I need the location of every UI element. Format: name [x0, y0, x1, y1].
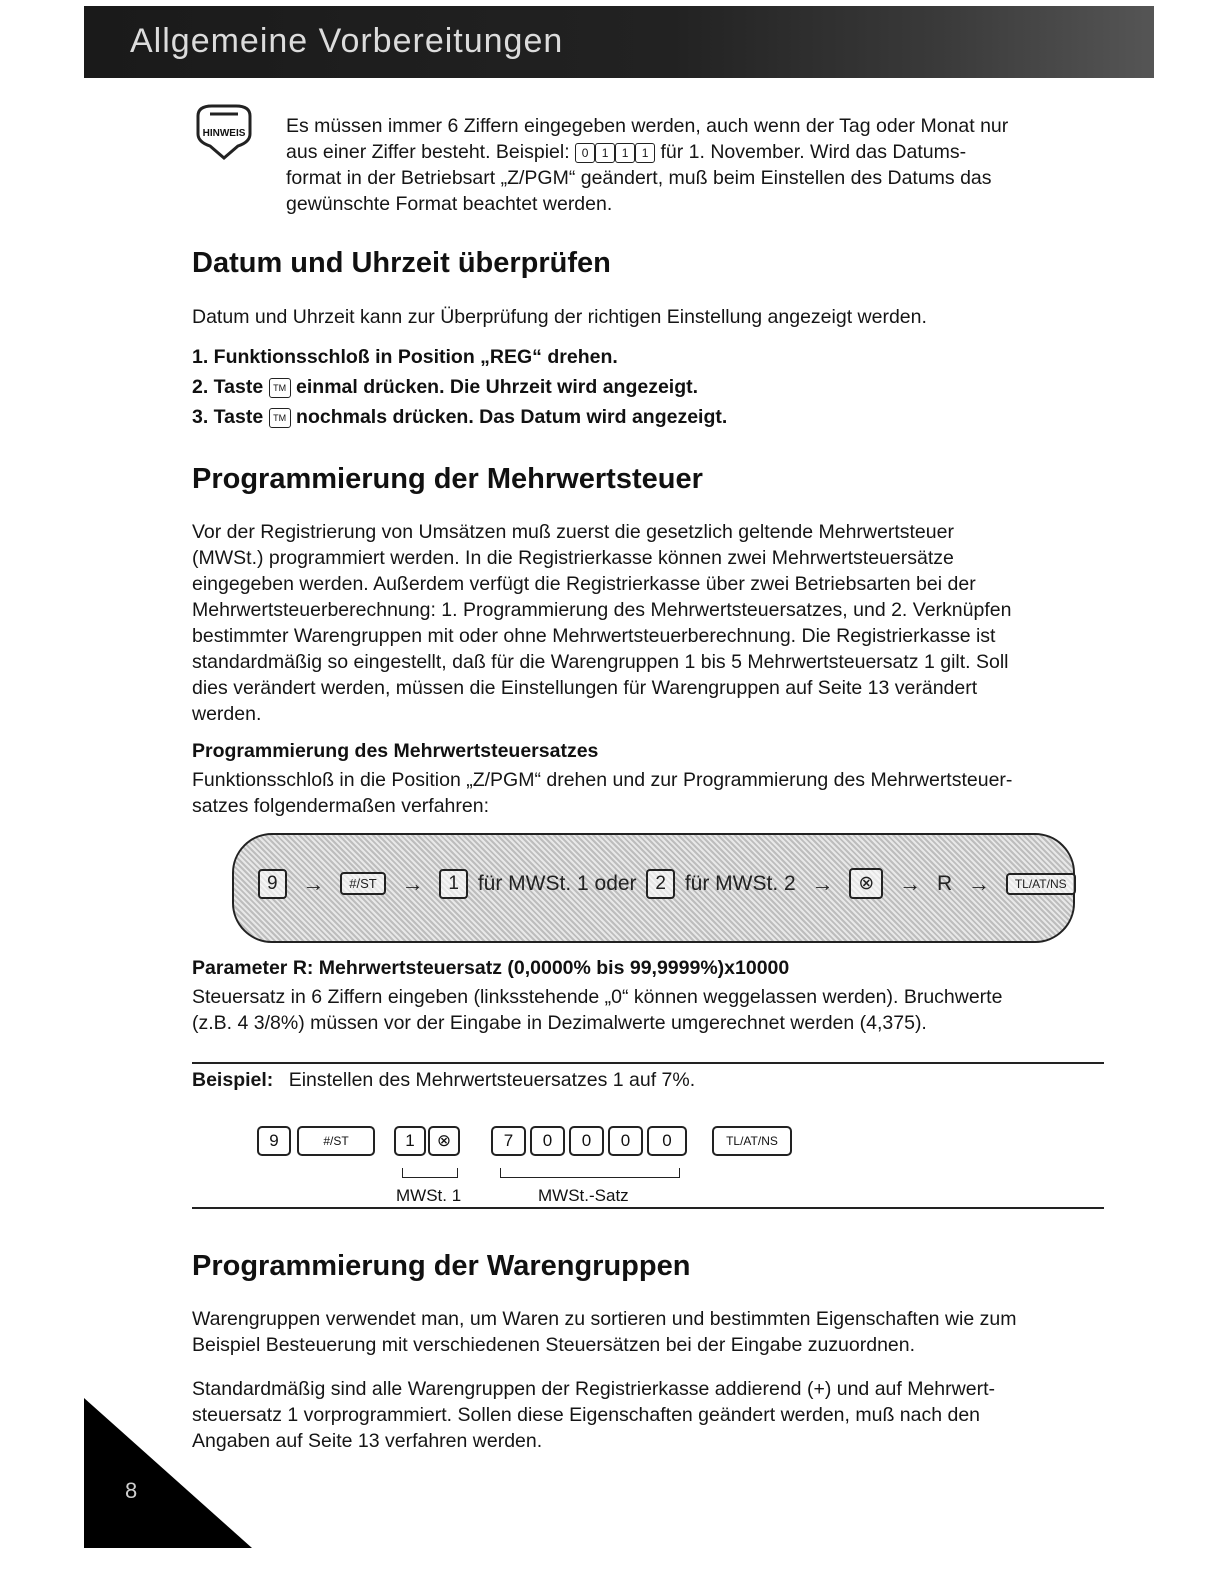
- key-0: 0: [575, 143, 595, 163]
- example-label: Beispiel:: [192, 1069, 274, 1091]
- diagram-text: für MWSt. 2: [684, 871, 796, 895]
- hint-line: [286, 139, 1106, 165]
- key-1: 1: [615, 143, 635, 163]
- para-line: Mehrwertsteuerberechnung: 1. Programmierung des Mehrwertsteuersatzes, und 2. Verknüpfen: [192, 599, 1012, 621]
- section3-paragraph-1: [192, 1306, 1112, 1358]
- para-line: (MWSt.) programmiert werden. In die Registrierkasse können zwei Mehrwertsteuersätze: [192, 547, 954, 569]
- subsection-title: Programmierung des Mehrwertsteuersatzes: [192, 740, 599, 762]
- step-3-label: 3. Taste: [192, 406, 264, 428]
- step-3: [192, 402, 727, 432]
- para-line: steuersatz 1 vorprogrammiert. Sollen diese Eigenschaften geändert werden, muß nach den: [192, 1404, 981, 1426]
- section3-paragraph-2: [192, 1376, 1112, 1454]
- key-st: #/ST: [340, 872, 385, 895]
- para-line: Beispiel Besteuerung mit verschiedenen Steuersätzen bei der Eingabe zuzuordnen.: [192, 1334, 916, 1356]
- para-line: eingegeben werden. Außerdem verfügt die Registrierkasse über zwei Betriebsarten bei der: [192, 573, 976, 595]
- example-line: [192, 1067, 695, 1093]
- section-title-warengruppen: Programmierung der Warengruppen: [192, 1250, 691, 1282]
- para-line: Standardmäßig sind alle Warengruppen der Registrierkasse addierend (+) und auf Mehrwert-: [192, 1378, 995, 1400]
- param-line: Steuersatz in 6 Ziffern eingeben (linksstehende „0“ können weggelassen werden). Bruchwerte: [192, 986, 1003, 1008]
- hint-line2-after: für 1. November. Wird das Datums-: [660, 141, 967, 163]
- para-line: Vor der Registrierung von Umsätzen muß zuerst die gesetzlich geltende Mehrwertsteuer: [192, 521, 954, 543]
- hint-icon: [192, 102, 256, 160]
- step-list: [192, 342, 727, 432]
- divider: [192, 1062, 1104, 1064]
- key-1: 1: [635, 143, 655, 163]
- page-number: 8: [125, 1478, 138, 1503]
- example-key-0: 0: [608, 1126, 643, 1156]
- step-2-text: einmal drücken. Die Uhrzeit wird angezeigt.: [296, 376, 699, 398]
- step-2: [192, 372, 727, 402]
- key-9: 9: [258, 869, 287, 899]
- programming-sequence-diagram: [232, 833, 1075, 943]
- example-key-st: #/ST: [297, 1126, 375, 1156]
- tm-key: TM: [269, 378, 291, 398]
- divider: [192, 1207, 1104, 1209]
- bracket-mwst-satz: [500, 1168, 680, 1178]
- para-line: Angaben auf Seite 13 verfahren werden.: [192, 1430, 543, 1452]
- arrow-icon: →: [401, 870, 424, 896]
- arrow-icon: →: [968, 870, 990, 896]
- section-title-datum: Datum und Uhrzeit überprüfen: [192, 247, 611, 279]
- caption-mwst1: MWSt. 1: [396, 1186, 462, 1205]
- step-2-label: 2. Taste: [192, 376, 264, 398]
- hint-icon-label: HINWEIS: [202, 128, 246, 139]
- page-corner-triangle: [84, 1398, 252, 1548]
- parameter-text: [192, 984, 1112, 1036]
- para-line: dies verändert werden, müssen die Einstellungen für Warengruppen auf Seite 13 verändert: [192, 677, 978, 699]
- example-key-multiply: ⊗: [428, 1126, 460, 1156]
- key-1: 1: [595, 143, 615, 163]
- sub-line: satzes folgendermaßen verfahren:: [192, 795, 489, 817]
- example-key-tl-at-ns: TL/AT/NS: [712, 1126, 792, 1156]
- example-key-1: 1: [394, 1126, 426, 1156]
- example-key-0: 0: [569, 1126, 604, 1156]
- arrow-icon: →: [302, 870, 325, 896]
- key-multiply: ⊗: [849, 868, 883, 899]
- sub-line: Funktionsschloß in die Position „Z/PGM“ drehen und zur Programmierung des Mehrwertsteuer-: [192, 769, 1013, 791]
- param-line: (z.B. 4 3/8%) müssen vor der Eingabe in Dezimalwerte umgerechnet werden (4,375).: [192, 1012, 927, 1034]
- example-text: Einstellen des Mehrwertsteuersatzes 1 auf 7%.: [288, 1069, 696, 1091]
- hint-line: Es müssen immer 6 Ziffern eingegeben werden, auch wenn der Tag oder Monat nur: [286, 115, 1009, 137]
- hint-line2-text: aus einer Ziffer besteht. Beispiel:: [286, 141, 570, 163]
- caption-mwst-satz: MWSt.-Satz: [538, 1186, 629, 1205]
- section2-paragraph: [192, 519, 1112, 727]
- page-header-title: Allgemeine Vorbereitungen: [130, 22, 564, 60]
- parameter-r: R: [936, 871, 953, 895]
- para-line: Warengruppen verwendet man, um Waren zu sortieren und bestimmten Eigenschaften wie zum: [192, 1308, 1017, 1330]
- step-3-text: nochmals drücken. Das Datum wird angezeigt.: [296, 406, 728, 428]
- hint-line: gewünschte Format beachtet werden.: [286, 193, 613, 215]
- example-key-7: 7: [491, 1126, 526, 1156]
- example-key-9: 9: [257, 1126, 291, 1156]
- hint-text: [286, 113, 1106, 217]
- programming-sequence: [256, 868, 1078, 899]
- subsection-text: [192, 767, 1112, 819]
- parameter-title: Parameter R: Mehrwertsteuersatz (0,0000% bis 99,9999%)x10000: [192, 957, 790, 979]
- tm-key: TM: [269, 408, 291, 428]
- key-tl-at-ns: TL/AT/NS: [1006, 873, 1076, 895]
- para-line: werden.: [192, 703, 262, 725]
- key-1: 1: [439, 869, 468, 899]
- section-title-mwst: Programmierung der Mehrwertsteuer: [192, 463, 703, 495]
- example-key-0: 0: [647, 1126, 687, 1156]
- para-line: standardmäßig so eingestellt, daß für die Warengruppen 1 bis 5 Mehrwertsteuersatz 1 gilt. Soll: [192, 651, 1009, 673]
- key-2: 2: [646, 869, 675, 899]
- step-1: 1. Funktionsschloß in Position „REG“ drehen.: [192, 346, 618, 368]
- section1-intro: Datum und Uhrzeit kann zur Überprüfung der richtigen Einstellung angezeigt werden.: [192, 306, 927, 328]
- diagram-text: für MWSt. 1 oder: [477, 871, 637, 895]
- arrow-icon: →: [899, 870, 922, 896]
- example-key-0: 0: [530, 1126, 565, 1156]
- hint-line: format in der Betriebsart „Z/PGM“ geändert, muß beim Einstellen des Datums das: [286, 167, 992, 189]
- bracket-mwst1: [402, 1168, 458, 1178]
- para-line: bestimmter Warengruppen mit oder ohne Mehrwertsteuerberechnung. Die Registrierkasse ist: [192, 625, 996, 647]
- arrow-icon: →: [811, 870, 834, 896]
